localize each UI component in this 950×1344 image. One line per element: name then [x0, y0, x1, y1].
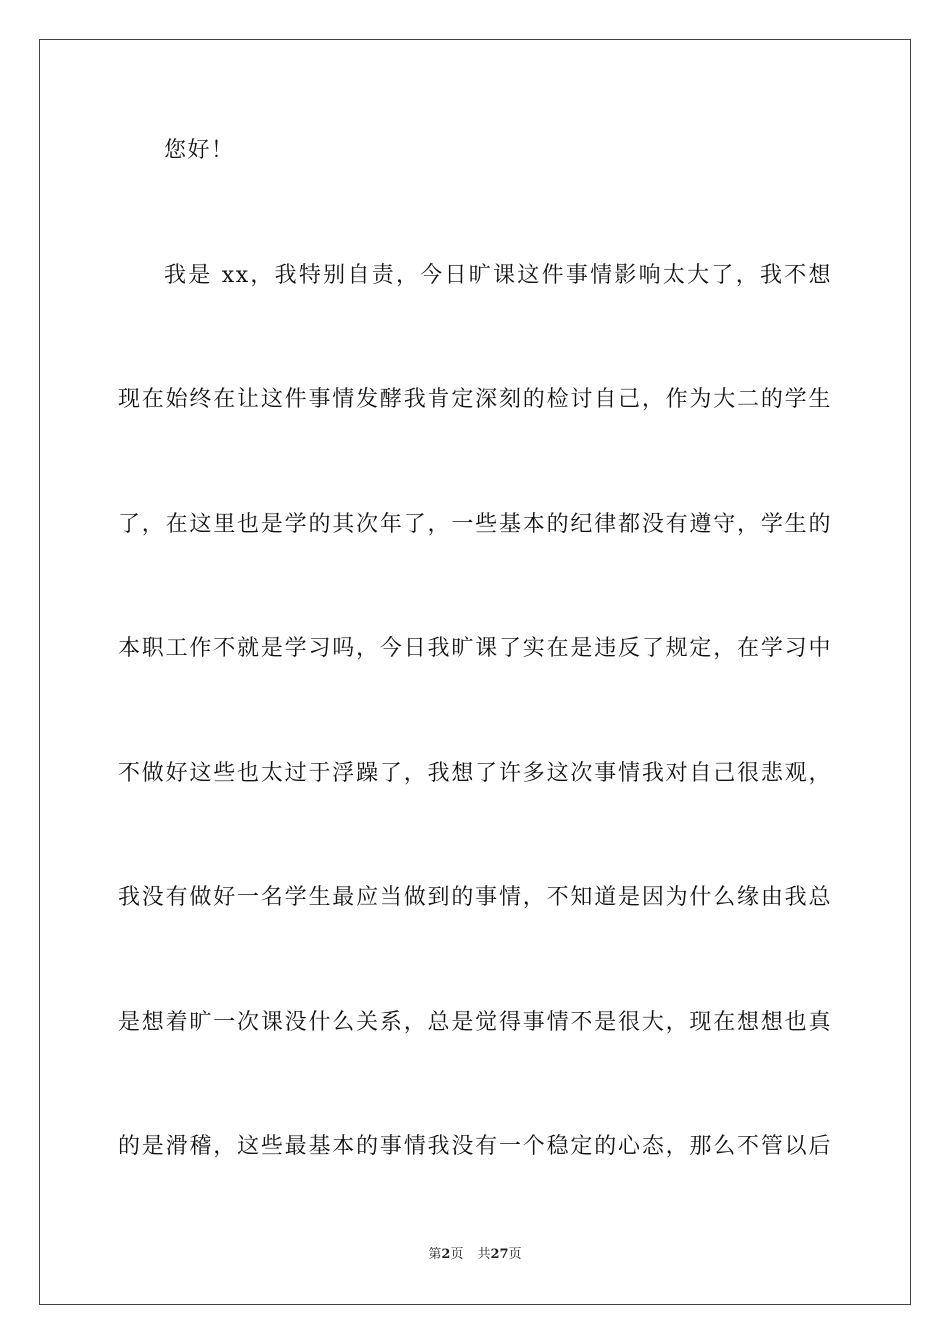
footer-total-prefix: 共: [477, 1247, 491, 1262]
salutation: 您好！: [164, 138, 235, 163]
paragraph-line-3: 了，在这里也是学的其次年了，一些基本的纪律都没有遵守，学生的: [118, 512, 832, 537]
page-border: [39, 39, 911, 1305]
paragraph-line-6: 我没有做好一名学生最应当做到的事情，不知道是因为什么缘由我总: [118, 885, 832, 910]
paragraph-line-2: 现在始终在让这件事情发酵我肯定深刻的检讨自己，作为大二的学生: [118, 387, 832, 412]
footer-total-suffix: 页: [508, 1247, 522, 1262]
paragraph-line-1: 我是 xx，我特别自责，今日旷课这件事情影响太大了，我不想: [164, 263, 832, 288]
footer-page-current: 2: [441, 1247, 451, 1262]
paragraph-line-5: 不做好这些也太过于浮躁了，我想了许多这次事情我对自己很悲观，: [118, 761, 832, 786]
footer-page-prefix: 第: [428, 1247, 442, 1262]
footer-page-suffix: 页: [450, 1247, 464, 1262]
paragraph-line-8: 的是滑稽，这些最基本的事情我没有一个稳定的心态，那么不管以后: [118, 1134, 832, 1159]
paragraph-line-4: 本职工作不就是学习吗，今日我旷课了实在是违反了规定，在学习中: [118, 636, 832, 661]
footer-page-total: 27: [490, 1247, 509, 1262]
page-footer: [0, 1246, 950, 1264]
paragraph-line-7: 是想着旷一次课没什么关系，总是觉得事情不是很大，现在想想也真: [118, 1010, 832, 1035]
